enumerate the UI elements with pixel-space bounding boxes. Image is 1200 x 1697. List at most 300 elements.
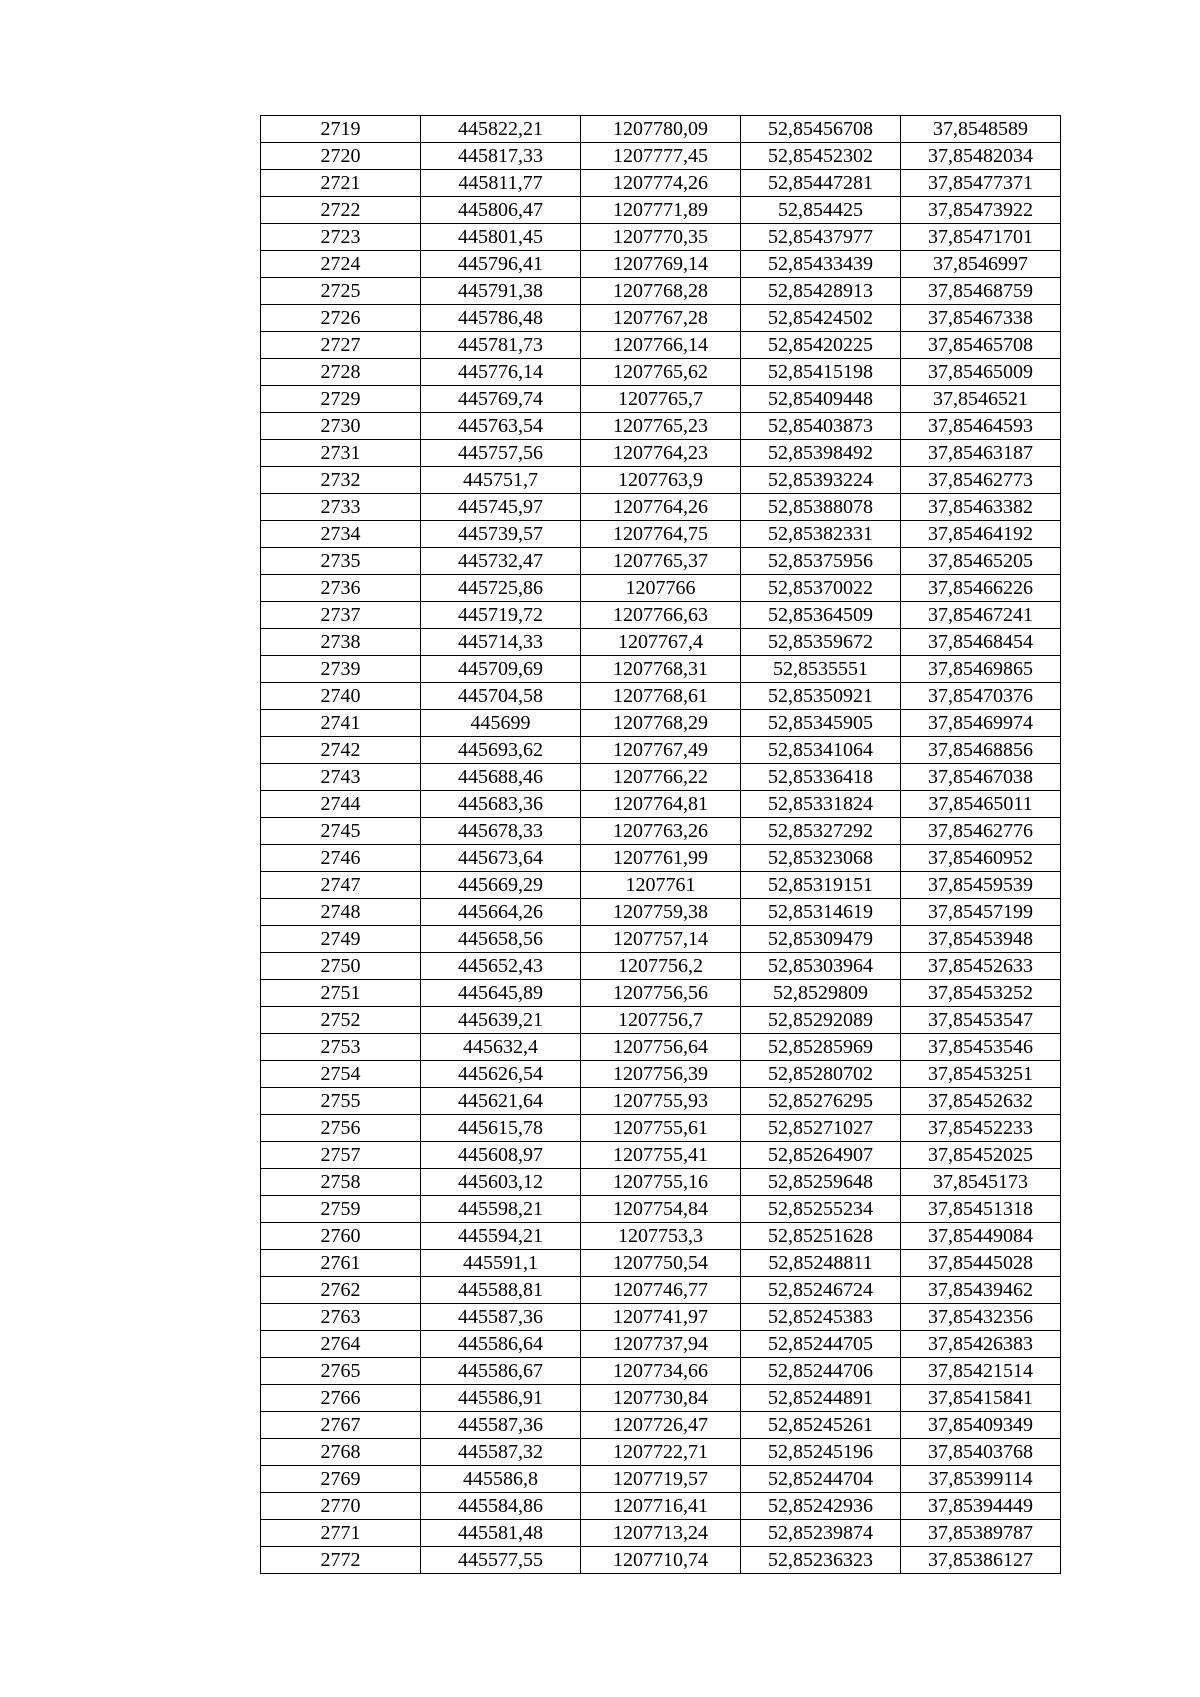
x-coordinate-cell: 445598,21	[421, 1196, 581, 1223]
x-coordinate-cell: 445626,54	[421, 1061, 581, 1088]
x-coordinate-cell: 445658,56	[421, 926, 581, 953]
latitude-cell: 52,85437977	[741, 224, 901, 251]
latitude-cell: 52,85345905	[741, 710, 901, 737]
x-coordinate-cell: 445603,12	[421, 1169, 581, 1196]
point-number-cell: 2768	[261, 1439, 421, 1466]
x-coordinate-cell: 445683,36	[421, 791, 581, 818]
x-coordinate-cell: 445704,58	[421, 683, 581, 710]
x-coordinate-cell: 445745,97	[421, 494, 581, 521]
y-coordinate-cell: 1207722,71	[581, 1439, 741, 1466]
latitude-cell: 52,85364509	[741, 602, 901, 629]
y-coordinate-cell: 1207766,63	[581, 602, 741, 629]
latitude-cell: 52,85244706	[741, 1358, 901, 1385]
coordinates-table	[260, 115, 1061, 1574]
x-coordinate-cell: 445791,38	[421, 278, 581, 305]
table-row	[261, 1520, 1061, 1547]
longitude-cell: 37,85465009	[901, 359, 1061, 386]
x-coordinate-cell: 445632,4	[421, 1034, 581, 1061]
latitude-cell: 52,85382331	[741, 521, 901, 548]
table-row	[261, 1385, 1061, 1412]
y-coordinate-cell: 1207737,94	[581, 1331, 741, 1358]
y-coordinate-cell: 1207767,28	[581, 305, 741, 332]
y-coordinate-cell: 1207756,2	[581, 953, 741, 980]
latitude-cell: 52,85245383	[741, 1304, 901, 1331]
point-number-cell: 2723	[261, 224, 421, 251]
y-coordinate-cell: 1207768,61	[581, 683, 741, 710]
table-row	[261, 1196, 1061, 1223]
y-coordinate-cell: 1207771,89	[581, 197, 741, 224]
point-number-cell: 2755	[261, 1088, 421, 1115]
table-row	[261, 710, 1061, 737]
table-row	[261, 1412, 1061, 1439]
y-coordinate-cell: 1207741,97	[581, 1304, 741, 1331]
y-coordinate-cell: 1207756,64	[581, 1034, 741, 1061]
y-coordinate-cell: 1207755,61	[581, 1115, 741, 1142]
latitude-cell: 52,85244891	[741, 1385, 901, 1412]
latitude-cell: 52,85239874	[741, 1520, 901, 1547]
y-coordinate-cell: 1207730,84	[581, 1385, 741, 1412]
y-coordinate-cell: 1207764,23	[581, 440, 741, 467]
point-number-cell: 2735	[261, 548, 421, 575]
y-coordinate-cell: 1207768,31	[581, 656, 741, 683]
longitude-cell: 37,85464593	[901, 413, 1061, 440]
point-number-cell: 2745	[261, 818, 421, 845]
x-coordinate-cell: 445615,78	[421, 1115, 581, 1142]
x-coordinate-cell: 445639,21	[421, 1007, 581, 1034]
table-row	[261, 440, 1061, 467]
table-row	[261, 1277, 1061, 1304]
x-coordinate-cell: 445586,8	[421, 1466, 581, 1493]
x-coordinate-cell: 445751,7	[421, 467, 581, 494]
table-row	[261, 872, 1061, 899]
x-coordinate-cell: 445817,33	[421, 143, 581, 170]
table-row	[261, 926, 1061, 953]
latitude-cell: 52,85350921	[741, 683, 901, 710]
x-coordinate-cell: 445693,62	[421, 737, 581, 764]
y-coordinate-cell: 1207765,62	[581, 359, 741, 386]
y-coordinate-cell: 1207756,56	[581, 980, 741, 1007]
table-row	[261, 629, 1061, 656]
longitude-cell: 37,8545173	[901, 1169, 1061, 1196]
longitude-cell: 37,85394449	[901, 1493, 1061, 1520]
y-coordinate-cell: 1207755,16	[581, 1169, 741, 1196]
latitude-cell: 52,85398492	[741, 440, 901, 467]
x-coordinate-cell: 445725,86	[421, 575, 581, 602]
x-coordinate-cell: 445763,54	[421, 413, 581, 440]
table-row	[261, 1115, 1061, 1142]
table-row	[261, 494, 1061, 521]
latitude-cell: 52,85244704	[741, 1466, 901, 1493]
latitude-cell: 52,85314619	[741, 899, 901, 926]
latitude-cell: 52,85323068	[741, 845, 901, 872]
coordinates-table-body	[261, 116, 1061, 1574]
latitude-cell: 52,85246724	[741, 1277, 901, 1304]
point-number-cell: 2752	[261, 1007, 421, 1034]
longitude-cell: 37,85465205	[901, 548, 1061, 575]
latitude-cell: 52,85245196	[741, 1439, 901, 1466]
longitude-cell: 37,85389787	[901, 1520, 1061, 1547]
latitude-cell: 52,85428913	[741, 278, 901, 305]
longitude-cell: 37,85449084	[901, 1223, 1061, 1250]
x-coordinate-cell: 445587,36	[421, 1412, 581, 1439]
point-number-cell: 2732	[261, 467, 421, 494]
point-number-cell: 2728	[261, 359, 421, 386]
longitude-cell: 37,85415841	[901, 1385, 1061, 1412]
table-row	[261, 1034, 1061, 1061]
x-coordinate-cell: 445587,36	[421, 1304, 581, 1331]
latitude-cell: 52,85280702	[741, 1061, 901, 1088]
latitude-cell: 52,85236323	[741, 1547, 901, 1574]
longitude-cell: 37,85459539	[901, 872, 1061, 899]
longitude-cell: 37,85468856	[901, 737, 1061, 764]
longitude-cell: 37,85467338	[901, 305, 1061, 332]
y-coordinate-cell: 1207764,75	[581, 521, 741, 548]
x-coordinate-cell: 445757,56	[421, 440, 581, 467]
longitude-cell: 37,85473922	[901, 197, 1061, 224]
y-coordinate-cell: 1207780,09	[581, 116, 741, 143]
point-number-cell: 2763	[261, 1304, 421, 1331]
x-coordinate-cell: 445621,64	[421, 1088, 581, 1115]
longitude-cell: 37,85464192	[901, 521, 1061, 548]
point-number-cell: 2725	[261, 278, 421, 305]
y-coordinate-cell: 1207766	[581, 575, 741, 602]
latitude-cell: 52,85388078	[741, 494, 901, 521]
point-number-cell: 2764	[261, 1331, 421, 1358]
table-row	[261, 251, 1061, 278]
longitude-cell: 37,85482034	[901, 143, 1061, 170]
point-number-cell: 2750	[261, 953, 421, 980]
latitude-cell: 52,85331824	[741, 791, 901, 818]
point-number-cell: 2720	[261, 143, 421, 170]
point-number-cell: 2748	[261, 899, 421, 926]
longitude-cell: 37,85452632	[901, 1088, 1061, 1115]
latitude-cell: 52,85341064	[741, 737, 901, 764]
point-number-cell: 2767	[261, 1412, 421, 1439]
longitude-cell: 37,85470376	[901, 683, 1061, 710]
longitude-cell: 37,85468454	[901, 629, 1061, 656]
longitude-cell: 37,85439462	[901, 1277, 1061, 1304]
y-coordinate-cell: 1207756,39	[581, 1061, 741, 1088]
x-coordinate-cell: 445781,73	[421, 332, 581, 359]
x-coordinate-cell: 445732,47	[421, 548, 581, 575]
longitude-cell: 37,85426383	[901, 1331, 1061, 1358]
point-number-cell: 2759	[261, 1196, 421, 1223]
longitude-cell: 37,85409349	[901, 1412, 1061, 1439]
table-row	[261, 521, 1061, 548]
point-number-cell: 2744	[261, 791, 421, 818]
x-coordinate-cell: 445586,91	[421, 1385, 581, 1412]
longitude-cell: 37,85469865	[901, 656, 1061, 683]
latitude-cell: 52,85264907	[741, 1142, 901, 1169]
table-row	[261, 1547, 1061, 1574]
table-row	[261, 467, 1061, 494]
point-number-cell: 2737	[261, 602, 421, 629]
y-coordinate-cell: 1207757,14	[581, 926, 741, 953]
longitude-cell: 37,85477371	[901, 170, 1061, 197]
point-number-cell: 2749	[261, 926, 421, 953]
x-coordinate-cell: 445669,29	[421, 872, 581, 899]
point-number-cell: 2733	[261, 494, 421, 521]
latitude-cell: 52,85456708	[741, 116, 901, 143]
table-row	[261, 386, 1061, 413]
y-coordinate-cell: 1207768,28	[581, 278, 741, 305]
table-row	[261, 791, 1061, 818]
point-number-cell: 2736	[261, 575, 421, 602]
x-coordinate-cell: 445581,48	[421, 1520, 581, 1547]
y-coordinate-cell: 1207765,23	[581, 413, 741, 440]
y-coordinate-cell: 1207774,26	[581, 170, 741, 197]
longitude-cell: 37,85466226	[901, 575, 1061, 602]
table-row	[261, 1142, 1061, 1169]
y-coordinate-cell: 1207755,93	[581, 1088, 741, 1115]
longitude-cell: 37,85445028	[901, 1250, 1061, 1277]
y-coordinate-cell: 1207777,45	[581, 143, 741, 170]
latitude-cell: 52,85309479	[741, 926, 901, 953]
table-row	[261, 548, 1061, 575]
latitude-cell: 52,85415198	[741, 359, 901, 386]
longitude-cell: 37,85453251	[901, 1061, 1061, 1088]
longitude-cell: 37,85462773	[901, 467, 1061, 494]
point-number-cell: 2742	[261, 737, 421, 764]
table-row	[261, 1493, 1061, 1520]
table-row	[261, 953, 1061, 980]
point-number-cell: 2760	[261, 1223, 421, 1250]
point-number-cell: 2738	[261, 629, 421, 656]
latitude-cell: 52,85403873	[741, 413, 901, 440]
y-coordinate-cell: 1207765,37	[581, 548, 741, 575]
x-coordinate-cell: 445594,21	[421, 1223, 581, 1250]
y-coordinate-cell: 1207767,49	[581, 737, 741, 764]
latitude-cell: 52,85375956	[741, 548, 901, 575]
table-row	[261, 1088, 1061, 1115]
latitude-cell: 52,85359672	[741, 629, 901, 656]
y-coordinate-cell: 1207746,77	[581, 1277, 741, 1304]
y-coordinate-cell: 1207769,14	[581, 251, 741, 278]
table-row	[261, 359, 1061, 386]
table-row	[261, 1466, 1061, 1493]
point-number-cell: 2772	[261, 1547, 421, 1574]
point-number-cell: 2731	[261, 440, 421, 467]
table-row	[261, 1169, 1061, 1196]
y-coordinate-cell: 1207766,22	[581, 764, 741, 791]
longitude-cell: 37,85432356	[901, 1304, 1061, 1331]
longitude-cell: 37,8548589	[901, 116, 1061, 143]
table-row	[261, 278, 1061, 305]
longitude-cell: 37,85462776	[901, 818, 1061, 845]
latitude-cell: 52,85327292	[741, 818, 901, 845]
x-coordinate-cell: 445688,46	[421, 764, 581, 791]
y-coordinate-cell: 1207734,66	[581, 1358, 741, 1385]
y-coordinate-cell: 1207764,81	[581, 791, 741, 818]
point-number-cell: 2726	[261, 305, 421, 332]
table-row	[261, 413, 1061, 440]
y-coordinate-cell: 1207770,35	[581, 224, 741, 251]
x-coordinate-cell: 445588,81	[421, 1277, 581, 1304]
y-coordinate-cell: 1207719,57	[581, 1466, 741, 1493]
latitude-cell: 52,85285969	[741, 1034, 901, 1061]
latitude-cell: 52,85452302	[741, 143, 901, 170]
table-row	[261, 818, 1061, 845]
latitude-cell: 52,85251628	[741, 1223, 901, 1250]
table-row	[261, 143, 1061, 170]
longitude-cell: 37,85468759	[901, 278, 1061, 305]
latitude-cell: 52,85259648	[741, 1169, 901, 1196]
point-number-cell: 2739	[261, 656, 421, 683]
x-coordinate-cell: 445678,33	[421, 818, 581, 845]
table-row	[261, 980, 1061, 1007]
table-row	[261, 575, 1061, 602]
x-coordinate-cell: 445796,41	[421, 251, 581, 278]
x-coordinate-cell: 445586,64	[421, 1331, 581, 1358]
longitude-cell: 37,85453547	[901, 1007, 1061, 1034]
longitude-cell: 37,85469974	[901, 710, 1061, 737]
point-number-cell: 2769	[261, 1466, 421, 1493]
point-number-cell: 2719	[261, 116, 421, 143]
point-number-cell: 2754	[261, 1061, 421, 1088]
table-row	[261, 764, 1061, 791]
longitude-cell: 37,85386127	[901, 1547, 1061, 1574]
y-coordinate-cell: 1207710,74	[581, 1547, 741, 1574]
table-row	[261, 899, 1061, 926]
point-number-cell: 2757	[261, 1142, 421, 1169]
latitude-cell: 52,854425	[741, 197, 901, 224]
table-row	[261, 332, 1061, 359]
y-coordinate-cell: 1207763,9	[581, 467, 741, 494]
longitude-cell: 37,85460952	[901, 845, 1061, 872]
longitude-cell: 37,85467038	[901, 764, 1061, 791]
longitude-cell: 37,85467241	[901, 602, 1061, 629]
y-coordinate-cell: 1207713,24	[581, 1520, 741, 1547]
latitude-cell: 52,85242936	[741, 1493, 901, 1520]
point-number-cell: 2770	[261, 1493, 421, 1520]
longitude-cell: 37,85453252	[901, 980, 1061, 1007]
point-number-cell: 2766	[261, 1385, 421, 1412]
latitude-cell: 52,85370022	[741, 575, 901, 602]
point-number-cell: 2747	[261, 872, 421, 899]
longitude-cell: 37,85451318	[901, 1196, 1061, 1223]
longitude-cell: 37,85471701	[901, 224, 1061, 251]
point-number-cell: 2758	[261, 1169, 421, 1196]
latitude-cell: 52,85255234	[741, 1196, 901, 1223]
latitude-cell: 52,85433439	[741, 251, 901, 278]
y-coordinate-cell: 1207763,26	[581, 818, 741, 845]
longitude-cell: 37,85421514	[901, 1358, 1061, 1385]
point-number-cell: 2740	[261, 683, 421, 710]
point-number-cell: 2746	[261, 845, 421, 872]
point-number-cell: 2721	[261, 170, 421, 197]
y-coordinate-cell: 1207755,41	[581, 1142, 741, 1169]
point-number-cell: 2724	[261, 251, 421, 278]
latitude-cell: 52,85420225	[741, 332, 901, 359]
table-row	[261, 1439, 1061, 1466]
longitude-cell: 37,85399114	[901, 1466, 1061, 1493]
point-number-cell: 2727	[261, 332, 421, 359]
table-row	[261, 170, 1061, 197]
table-row	[261, 737, 1061, 764]
table-row	[261, 224, 1061, 251]
y-coordinate-cell: 1207756,7	[581, 1007, 741, 1034]
y-coordinate-cell: 1207759,38	[581, 899, 741, 926]
y-coordinate-cell: 1207754,84	[581, 1196, 741, 1223]
point-number-cell: 2765	[261, 1358, 421, 1385]
table-row	[261, 1304, 1061, 1331]
point-number-cell: 2722	[261, 197, 421, 224]
longitude-cell: 37,85465011	[901, 791, 1061, 818]
table-row	[261, 656, 1061, 683]
longitude-cell: 37,85403768	[901, 1439, 1061, 1466]
x-coordinate-cell: 445577,55	[421, 1547, 581, 1574]
table-row	[261, 1331, 1061, 1358]
x-coordinate-cell: 445673,64	[421, 845, 581, 872]
table-row	[261, 197, 1061, 224]
table-row	[261, 1061, 1061, 1088]
latitude-cell: 52,85292089	[741, 1007, 901, 1034]
point-number-cell: 2756	[261, 1115, 421, 1142]
longitude-cell: 37,85452633	[901, 953, 1061, 980]
x-coordinate-cell: 445664,26	[421, 899, 581, 926]
x-coordinate-cell: 445719,72	[421, 602, 581, 629]
longitude-cell: 37,85452025	[901, 1142, 1061, 1169]
point-number-cell: 2729	[261, 386, 421, 413]
latitude-cell: 52,85303964	[741, 953, 901, 980]
point-number-cell: 2762	[261, 1277, 421, 1304]
x-coordinate-cell: 445652,43	[421, 953, 581, 980]
x-coordinate-cell: 445709,69	[421, 656, 581, 683]
longitude-cell: 37,8546521	[901, 386, 1061, 413]
y-coordinate-cell: 1207726,47	[581, 1412, 741, 1439]
longitude-cell: 37,85465708	[901, 332, 1061, 359]
x-coordinate-cell: 445739,57	[421, 521, 581, 548]
x-coordinate-cell: 445811,77	[421, 170, 581, 197]
point-number-cell: 2730	[261, 413, 421, 440]
longitude-cell: 37,8546997	[901, 251, 1061, 278]
x-coordinate-cell: 445806,47	[421, 197, 581, 224]
x-coordinate-cell: 445776,14	[421, 359, 581, 386]
x-coordinate-cell: 445801,45	[421, 224, 581, 251]
y-coordinate-cell: 1207764,26	[581, 494, 741, 521]
point-number-cell: 2753	[261, 1034, 421, 1061]
longitude-cell: 37,85457199	[901, 899, 1061, 926]
x-coordinate-cell: 445645,89	[421, 980, 581, 1007]
latitude-cell: 52,8529809	[741, 980, 901, 1007]
longitude-cell: 37,85452233	[901, 1115, 1061, 1142]
x-coordinate-cell: 445608,97	[421, 1142, 581, 1169]
y-coordinate-cell: 1207766,14	[581, 332, 741, 359]
latitude-cell: 52,85319151	[741, 872, 901, 899]
latitude-cell: 52,85276295	[741, 1088, 901, 1115]
table-row	[261, 683, 1061, 710]
longitude-cell: 37,85463187	[901, 440, 1061, 467]
latitude-cell: 52,85248811	[741, 1250, 901, 1277]
x-coordinate-cell: 445586,67	[421, 1358, 581, 1385]
point-number-cell: 2761	[261, 1250, 421, 1277]
x-coordinate-cell: 445587,32	[421, 1439, 581, 1466]
point-number-cell: 2771	[261, 1520, 421, 1547]
point-number-cell: 2741	[261, 710, 421, 737]
x-coordinate-cell: 445786,48	[421, 305, 581, 332]
table-row	[261, 1250, 1061, 1277]
y-coordinate-cell: 1207767,4	[581, 629, 741, 656]
table-row	[261, 305, 1061, 332]
latitude-cell: 52,85245261	[741, 1412, 901, 1439]
y-coordinate-cell: 1207761,99	[581, 845, 741, 872]
point-number-cell: 2743	[261, 764, 421, 791]
point-number-cell: 2734	[261, 521, 421, 548]
longitude-cell: 37,85453546	[901, 1034, 1061, 1061]
table-row	[261, 1223, 1061, 1250]
latitude-cell: 52,85271027	[741, 1115, 901, 1142]
y-coordinate-cell: 1207716,41	[581, 1493, 741, 1520]
